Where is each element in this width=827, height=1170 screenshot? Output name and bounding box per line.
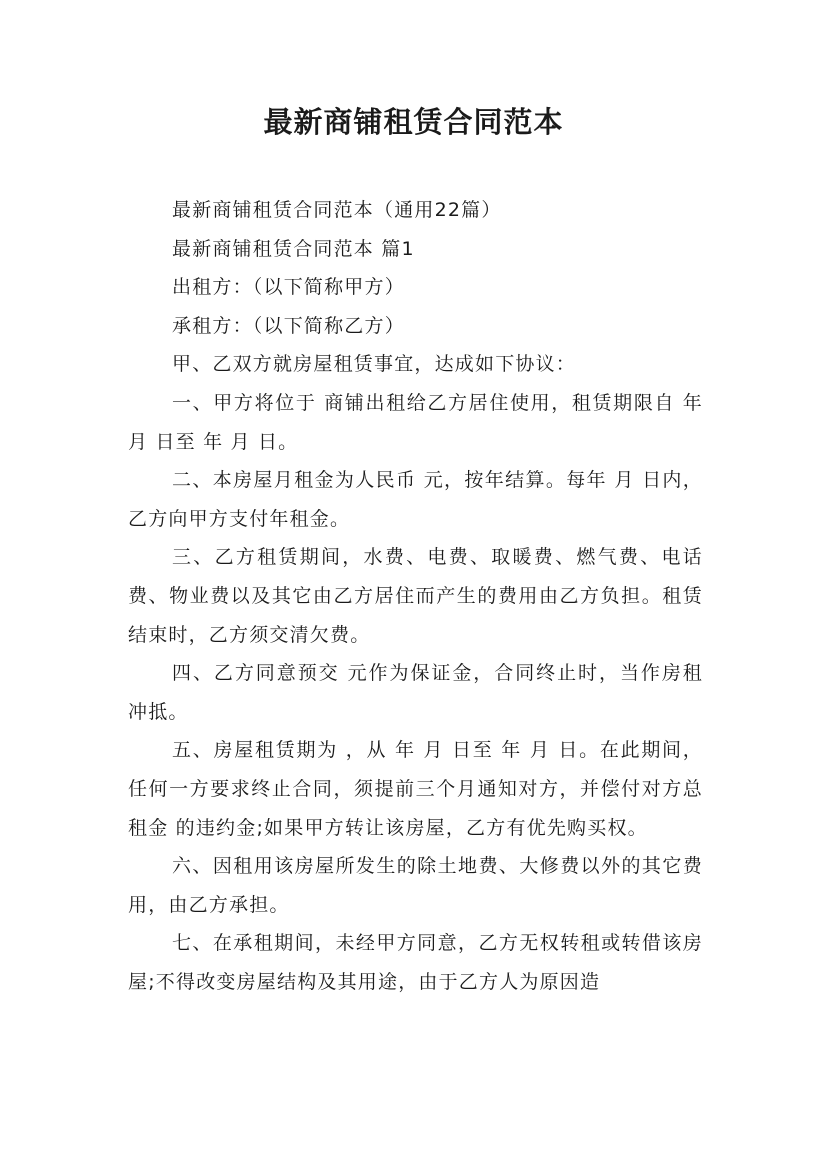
document-title: 最新商铺租赁合同范本 bbox=[263, 105, 564, 139]
paragraph-agreement: 甲、乙双方就房屋租赁事宜，达成如下协议： bbox=[172, 353, 577, 376]
paragraph-clause-4: 四、乙方同意预交 元作为保证金，合同终止时，当作房租冲抵。 bbox=[128, 662, 703, 723]
document-body bbox=[128, 191, 703, 1001]
paragraph-intro: 最新商铺租赁合同范本（通用22篇） bbox=[172, 199, 502, 221]
paragraph-clause-5: 五、房屋租赁期为 ，从 年 月 日至 年 月 日。在此期间，任何一方要求终止合同，须提前三个月通知对方，并偿付对方总租金 的违约金;如果甲方转让该房屋，乙方有优先购买权。 bbox=[128, 739, 703, 839]
paragraph-clause-6: 六、因租用该房屋所发生的除土地费、大修费以外的其它费用，由乙方承担。 bbox=[128, 855, 703, 916]
paragraph-clause-1: 一、甲方将位于 商铺出租给乙方居住使用，租赁期限自 年 月 日至 年 月 日。 bbox=[128, 391, 703, 453]
paragraph-section-heading: 最新商铺租赁合同范本 篇1 bbox=[172, 237, 415, 260]
paragraph-lessor: 出租方：（以下简称甲方） bbox=[172, 276, 405, 299]
paragraph-clause-7: 七、在承租期间，未经甲方同意，乙方无权转租或转借该房屋;不得改变房屋结构及其用途，由于乙方人为原因造 bbox=[128, 932, 703, 993]
paragraph-lessee: 承租方：（以下简称乙方） bbox=[172, 314, 405, 337]
paragraph-clause-2: 二、本房屋月租金为人民币 元，按年结算。每年 月 日内，乙方向甲方支付年租金。 bbox=[128, 469, 703, 530]
paragraph-clause-3: 三、乙方租赁期间，水费、电费、取暖费、燃气费、电话费、物业费以及其它由乙方居住而产生的费用由乙方负担。租赁结束时，乙方须交清欠费。 bbox=[128, 546, 703, 646]
